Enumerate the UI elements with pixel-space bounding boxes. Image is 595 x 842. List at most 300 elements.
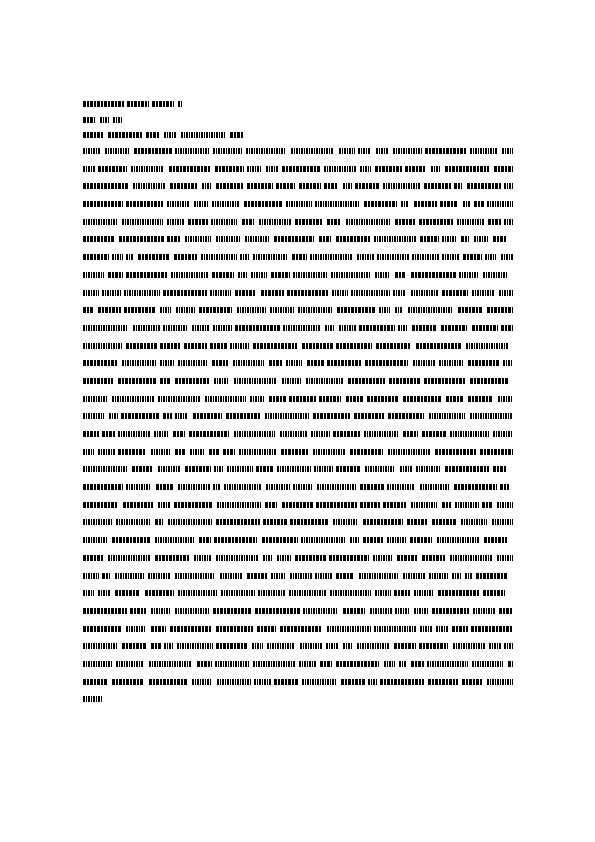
text-word [376, 343, 411, 349]
text-word [416, 343, 461, 349]
text-word [508, 661, 513, 667]
text-word [389, 378, 421, 384]
text-word [336, 573, 354, 579]
text-word [327, 360, 361, 366]
text-word [408, 307, 453, 313]
text-word [370, 608, 392, 614]
text-word [413, 360, 435, 366]
text-word [504, 183, 513, 189]
text-word [113, 117, 123, 123]
text-word [466, 343, 508, 349]
text-word [484, 537, 507, 543]
text-word [83, 343, 123, 349]
text-word [100, 117, 110, 123]
text-word [364, 201, 397, 207]
text-word [126, 272, 167, 278]
text-word [401, 201, 409, 207]
text-word [450, 555, 492, 561]
text-word [291, 148, 334, 154]
text-word [442, 502, 451, 508]
text-word [403, 573, 426, 579]
text-word [422, 555, 445, 561]
text-word [403, 431, 418, 437]
text-word [197, 661, 212, 667]
text-word [173, 431, 185, 437]
text-word [313, 413, 350, 419]
text-word [212, 201, 239, 207]
text-word [221, 590, 255, 596]
text-word [407, 519, 428, 525]
text-word [300, 643, 323, 649]
text-word [301, 537, 346, 543]
text-word [254, 679, 271, 685]
text-word [83, 484, 123, 490]
text-word [105, 148, 130, 154]
text-word [350, 537, 359, 543]
text-word [270, 307, 295, 313]
text-word [431, 166, 440, 172]
text-word [83, 608, 127, 614]
text-word [263, 555, 273, 561]
text-word [175, 148, 210, 154]
text-word [403, 396, 441, 402]
text-word [83, 101, 124, 107]
text-word [175, 413, 188, 419]
text-word [498, 396, 513, 402]
text-word [320, 661, 332, 667]
text-word [251, 272, 267, 278]
text-word [462, 679, 483, 685]
text-word [213, 608, 251, 614]
text-word [227, 466, 253, 472]
text-word [357, 254, 374, 260]
text-word [271, 573, 286, 579]
text-word [461, 519, 487, 525]
text-word [290, 519, 328, 525]
text-word [470, 148, 498, 154]
text-word [175, 608, 210, 614]
text-word [343, 643, 353, 649]
text-word [116, 661, 144, 667]
text-word [112, 254, 123, 260]
paragraph-line [83, 590, 513, 596]
paragraph-line [83, 183, 513, 189]
text-word [467, 183, 501, 189]
text-word [474, 201, 484, 207]
text-word [472, 325, 498, 331]
text-word [346, 219, 391, 225]
paragraph-line [83, 643, 513, 649]
text-word [122, 643, 146, 649]
text-word [178, 590, 217, 596]
text-word [306, 378, 344, 384]
text-word [214, 466, 223, 472]
text-word [414, 590, 433, 596]
text-word [98, 166, 127, 172]
text-word [436, 626, 448, 632]
text-word [316, 502, 357, 508]
text-word [453, 643, 486, 649]
text-word [377, 254, 409, 260]
text-word [245, 236, 269, 242]
text-word [108, 555, 150, 561]
paragraph-line [83, 148, 513, 154]
text-word [488, 219, 501, 225]
text-word [83, 148, 100, 154]
text-word [189, 431, 229, 437]
text-word [83, 396, 108, 402]
text-word [374, 626, 416, 632]
paragraph-line [83, 396, 513, 402]
paragraph-line [83, 679, 513, 685]
text-word [178, 101, 183, 107]
text-word [131, 166, 164, 172]
text-word [123, 502, 153, 508]
text-word [452, 626, 468, 632]
text-word [326, 643, 338, 649]
text-word [226, 413, 260, 419]
text-word [158, 502, 171, 508]
text-word [151, 608, 171, 614]
text-word [302, 343, 333, 349]
text-word [267, 643, 295, 649]
text-word [269, 396, 286, 402]
text-word [83, 626, 122, 632]
text-word [190, 449, 204, 455]
paragraph-line [83, 325, 513, 331]
text-word [329, 555, 369, 561]
text-word [184, 343, 207, 349]
text-word [420, 626, 433, 632]
text-word [242, 219, 254, 225]
text-word [266, 166, 278, 172]
text-word [237, 307, 267, 313]
text-word [164, 132, 176, 138]
text-word [102, 573, 110, 579]
text-word [192, 325, 209, 331]
paragraph-line [83, 219, 513, 225]
text-word [158, 396, 201, 402]
text-word [367, 396, 398, 402]
text-word [201, 254, 237, 260]
paragraph-line [83, 272, 513, 278]
text-word [83, 325, 128, 331]
text-word [155, 519, 163, 525]
header-line-3 [83, 132, 243, 138]
text-word [357, 643, 390, 649]
text-word [217, 679, 251, 685]
text-word [414, 201, 437, 207]
text-word [494, 166, 513, 172]
text-word [343, 183, 352, 189]
paragraph-line [83, 608, 513, 614]
text-word [210, 343, 227, 349]
text-word [295, 555, 326, 561]
text-word [461, 236, 469, 242]
text-word [230, 343, 249, 349]
text-word [416, 466, 440, 472]
paragraph-line [83, 166, 513, 172]
text-word [454, 183, 462, 189]
text-word [257, 626, 276, 632]
text-word [504, 219, 513, 225]
text-word [283, 325, 320, 331]
text-word [333, 519, 358, 525]
text-word [212, 360, 228, 366]
text-word [216, 643, 247, 649]
text-word [102, 431, 115, 437]
text-word [188, 219, 208, 225]
text-word [118, 449, 146, 455]
text-word [395, 307, 403, 313]
text-word [160, 307, 171, 313]
text-word [215, 661, 250, 667]
text-word [432, 519, 456, 525]
text-word [170, 626, 211, 632]
text-word [346, 396, 364, 402]
text-word [167, 201, 190, 207]
text-word [395, 608, 410, 614]
text-word [293, 484, 312, 490]
text-word [395, 219, 416, 225]
text-word [83, 643, 117, 649]
text-word [376, 148, 388, 154]
text-word [394, 643, 416, 649]
text-word [83, 466, 127, 472]
paragraph-line [83, 201, 513, 207]
text-word [383, 183, 421, 189]
text-word [445, 466, 489, 472]
text-word [108, 132, 143, 138]
text-word [437, 537, 480, 543]
text-word [83, 661, 113, 667]
text-word [238, 272, 247, 278]
text-word [240, 254, 249, 260]
text-word [299, 661, 317, 667]
text-word [493, 466, 506, 472]
text-word [454, 484, 497, 490]
text-word [319, 236, 331, 242]
text-word [121, 413, 159, 419]
text-word [163, 290, 207, 296]
text-word [388, 449, 431, 455]
text-word [441, 325, 467, 331]
text-word [119, 236, 164, 242]
paragraph-line [83, 519, 513, 525]
text-word [216, 519, 260, 525]
text-word [374, 236, 417, 242]
text-word [246, 148, 286, 154]
text-word [363, 519, 403, 525]
text-word [255, 608, 300, 614]
text-word [289, 590, 327, 596]
text-word [108, 272, 123, 278]
text-word [266, 484, 290, 490]
text-word [185, 466, 211, 472]
text-word [412, 254, 439, 260]
paragraph-line [83, 378, 513, 384]
text-word [277, 555, 291, 561]
text-word [375, 590, 391, 596]
text-word [414, 608, 428, 614]
text-word [213, 148, 243, 154]
text-word [503, 360, 513, 366]
text-word [83, 132, 104, 138]
text-word [295, 219, 323, 225]
text-word [398, 325, 407, 331]
text-word [170, 183, 198, 189]
text-word [263, 519, 287, 525]
text-word [394, 590, 410, 596]
text-word [126, 484, 151, 490]
text-word [375, 166, 402, 172]
text-word [199, 307, 232, 313]
text-word [350, 449, 383, 455]
text-word [397, 555, 417, 561]
text-word [399, 661, 407, 667]
text-word [112, 537, 150, 543]
text-word [199, 537, 211, 543]
text-word [253, 661, 296, 667]
text-word [115, 590, 140, 596]
text-word [235, 290, 256, 296]
text-word [220, 573, 242, 579]
text-word [262, 537, 298, 543]
text-word [122, 219, 163, 225]
text-word [384, 661, 395, 667]
text-word [102, 290, 121, 296]
text-word [109, 413, 118, 419]
text-word [480, 449, 513, 455]
text-word [327, 219, 341, 225]
text-word [122, 360, 157, 366]
paragraph-line [83, 696, 105, 702]
text-word [455, 502, 479, 508]
text-word [247, 573, 268, 579]
text-word [253, 343, 297, 349]
text-word [337, 307, 375, 313]
text-word [259, 219, 292, 225]
text-word [439, 360, 464, 366]
body-paragraph [83, 148, 513, 714]
text-word [83, 307, 94, 313]
text-word [258, 590, 286, 596]
text-word [343, 608, 365, 614]
text-word [445, 166, 489, 172]
text-word [286, 201, 312, 207]
text-word [83, 431, 99, 437]
text-word [83, 537, 108, 543]
text-word [83, 272, 104, 278]
text-word [348, 378, 385, 384]
text-word [98, 590, 110, 596]
text-word [281, 449, 308, 455]
text-word [400, 466, 412, 472]
text-word [373, 555, 392, 561]
text-word [336, 466, 361, 472]
text-word [181, 132, 225, 138]
text-word [269, 360, 282, 366]
text-word [83, 290, 99, 296]
paragraph-line [83, 254, 513, 260]
text-word [446, 396, 464, 402]
text-word [483, 590, 505, 596]
text-word [463, 201, 471, 207]
text-word [83, 183, 128, 189]
text-word [83, 201, 123, 207]
text-word [315, 573, 332, 579]
paragraph-line [83, 466, 513, 472]
paragraph-line [83, 343, 513, 349]
text-word [250, 396, 264, 402]
text-word [411, 272, 456, 278]
text-word [419, 643, 448, 649]
text-word [83, 166, 95, 172]
paragraph-line [83, 360, 513, 366]
text-word [293, 272, 327, 278]
text-word [174, 254, 197, 260]
text-word [452, 573, 462, 579]
text-word [327, 626, 371, 632]
paragraph-line [83, 626, 513, 632]
text-word [239, 449, 277, 455]
text-word [133, 183, 166, 189]
text-word [202, 183, 211, 189]
text-word [368, 679, 377, 685]
text-word [492, 519, 513, 525]
text-word [160, 343, 180, 349]
text-word [112, 396, 155, 402]
text-word [472, 290, 494, 296]
text-word [216, 626, 253, 632]
text-word [359, 325, 395, 331]
text-word [395, 272, 406, 278]
text-word [282, 378, 302, 384]
text-word [292, 254, 307, 260]
text-word [216, 183, 244, 189]
text-word [177, 643, 213, 649]
text-word [194, 201, 208, 207]
text-word [247, 183, 273, 189]
text-word [311, 431, 330, 437]
text-word [422, 431, 446, 437]
text-word [115, 573, 145, 579]
text-word [261, 290, 284, 296]
text-word [193, 413, 222, 419]
text-word [83, 696, 103, 702]
text-word [213, 325, 232, 331]
text-word [319, 396, 341, 402]
text-word [463, 254, 482, 260]
text-word [282, 502, 313, 508]
text-word [133, 325, 160, 331]
text-word [388, 413, 424, 419]
text-word [336, 661, 379, 667]
text-word [175, 573, 215, 579]
text-word [485, 254, 496, 260]
text-word [124, 307, 155, 313]
text-word [83, 555, 103, 561]
text-word [432, 608, 469, 614]
text-word [253, 254, 288, 260]
text-word [132, 466, 153, 472]
text-word [365, 466, 395, 472]
text-word [393, 290, 406, 296]
text-word [468, 396, 493, 402]
text-word [192, 679, 212, 685]
text-word [151, 626, 166, 632]
text-word [118, 378, 157, 384]
